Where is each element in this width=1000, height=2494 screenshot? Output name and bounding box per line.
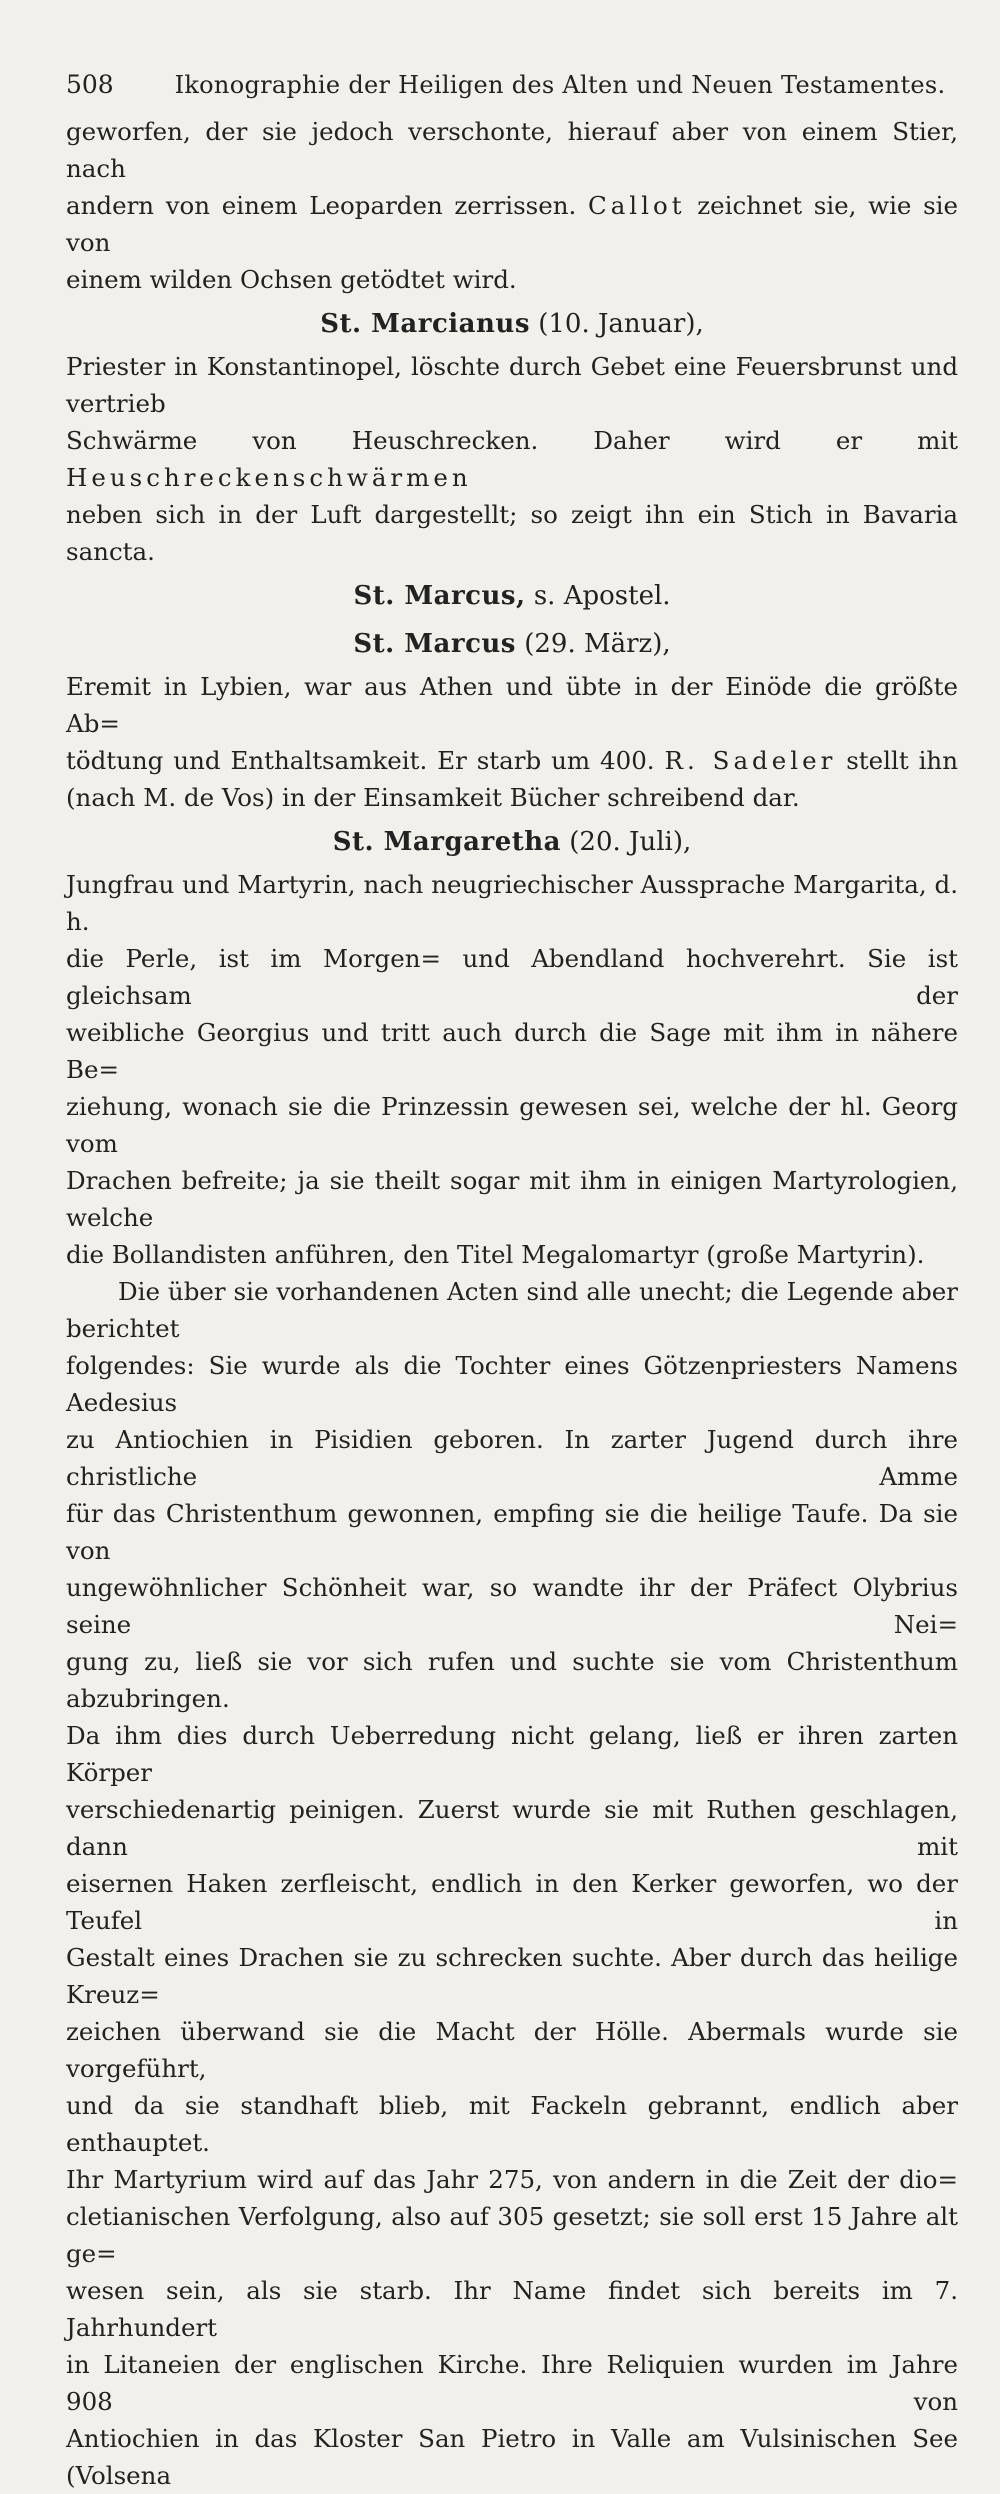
- running-title: Ikonographie der Heiligen des Alten und Neuen Testamentes.: [174, 71, 946, 99]
- text-line: geworfen, der sie jedoch verschonte, hierauf aber von einem Stier, nach: [66, 117, 958, 183]
- feast-date: (29. März),: [515, 629, 671, 659]
- text-line: für das Christenthum gewonnen, empfing sie die heilige Taufe. Da sie von: [66, 1499, 958, 1565]
- feast-date: (20. Juli),: [561, 827, 692, 857]
- text-line: ziehung, wonach sie die Prinzessin gewesen sei, welche der hl. Georg vom: [66, 1092, 958, 1158]
- text-span: stellt ihn: [836, 746, 958, 775]
- cross-reference: s. Apostel.: [525, 581, 671, 611]
- page-header: [66, 70, 958, 99]
- page-number: 508: [66, 70, 114, 99]
- text-line: Eremit in Lybien, war aus Athen und übte in der Einöde die größte Ab=: [66, 672, 958, 738]
- text-line: Ihr Martyrium wird auf das Jahr 275, von andern in die Zeit der dio=: [66, 2165, 958, 2194]
- entry-body-margaretha-p1: [66, 866, 958, 1273]
- text-line: verschiedenartig peinigen. Zuerst wurde sie mit Ruthen geschlagen, dann mit: [66, 1795, 958, 1861]
- text-line: gung zu, ließ sie vor sich rufen und suchte sie vom Christenthum abzubringen.: [66, 1647, 958, 1713]
- text-line: Priester in Konstantinopel, löschte durch Gebet eine Feuersbrunst und vertrieb: [66, 352, 958, 418]
- saint-name: St. Marcus: [353, 629, 516, 659]
- text-line: (nach M. de Vos) in der Einsamkeit Bücher schreibend dar.: [66, 783, 800, 812]
- saint-name: St. Marcianus: [320, 309, 530, 339]
- text-line: eisernen Haken zerfleischt, endlich in den Kerker geworfen, wo der Teufel in: [66, 1869, 958, 1935]
- text-span: Schwärme von Heuschrecken. Daher wird er mit: [66, 426, 958, 455]
- text-line: in Litaneien der englischen Kirche. Ihre Reliquien wurden im Jahre 908 von: [66, 2350, 958, 2416]
- spaced-name: R. Sadeler: [664, 746, 837, 775]
- text-line: [66, 742, 958, 779]
- entry-body-marcianus: [66, 348, 958, 570]
- entry-heading-marcus-apostle: [66, 574, 958, 618]
- text-line: Antiochien in das Kloster San Pietro in Valle am Vulsinischen See (Volsena: [66, 2424, 958, 2490]
- text-span: zeichnet sie, wie sie von: [66, 191, 958, 257]
- entry-heading-marcus-eremit: [66, 622, 958, 666]
- text-line: weibliche Georgius und tritt auch durch die Sage mit ihm in nähere Be=: [66, 1018, 958, 1084]
- entry-body-marcus-eremit: [66, 668, 958, 816]
- text-line: und da sie standhaft blieb, mit Fackeln gebrannt, endlich aber enthauptet.: [66, 2091, 958, 2157]
- text-line: ungewöhnlicher Schönheit war, so wandte ihr der Präfect Olybrius seine Nei=: [66, 1573, 958, 1639]
- text-line: einem wilden Ochsen getödtet wird.: [66, 265, 517, 294]
- feast-date: (10. Januar),: [529, 309, 704, 339]
- text-line: die Perle, ist im Morgen= und Abendland hochverehrt. Sie ist gleichsam der: [66, 944, 958, 1010]
- text-line: Drachen befreite; ja sie theilt sogar mit ihm in einigen Martyrologien, welche: [66, 1166, 958, 1232]
- text-line: [66, 422, 958, 496]
- text-line: neben sich in der Luft dargestellt; so zeigt ihn ein Stich in Bavaria sancta.: [66, 500, 958, 566]
- spaced-term: Heuschreckenschwärmen: [66, 463, 472, 492]
- text-line: wesen sein, als sie starb. Ihr Name findet sich bereits im 7. Jahrhundert: [66, 2276, 958, 2342]
- intro-paragraph: [66, 113, 958, 298]
- text-line: zu Antiochien in Pisidien geboren. In zarter Jugend durch ihre christliche Amme: [66, 1425, 958, 1491]
- text-line: [66, 187, 958, 261]
- entry-heading-marcianus: [66, 302, 958, 346]
- entry-heading-margaretha: [66, 820, 958, 864]
- text-line: Die über sie vorhandenen Acten sind alle unecht; die Legende aber berichtet: [66, 1277, 958, 1343]
- text-line: Jungfrau und Martyrin, nach neugriechischer Aussprache Margarita, d. h.: [66, 870, 958, 936]
- text-line: cletianischen Verfolgung, also auf 305 gesetzt; sie soll erst 15 Jahre alt ge=: [66, 2202, 958, 2268]
- text-line: Gestalt eines Drachen sie zu schrecken suchte. Aber durch das heilige Kreuz=: [66, 1943, 958, 2009]
- text-line: zeichen überwand sie die Macht der Hölle. Abermals wurde sie vorgeführt,: [66, 2017, 958, 2083]
- saint-name: St. Marcus,: [353, 581, 526, 611]
- text-line: folgendes: Sie wurde als die Tochter eines Götzenpriesters Namens Aedesius: [66, 1351, 958, 1417]
- book-page: [66, 70, 958, 2494]
- text-line: Da ihm dies durch Ueberredung nicht gelang, ließ er ihren zarten Körper: [66, 1721, 958, 1787]
- text-span: andern von einem Leoparden zerrissen.: [66, 191, 588, 220]
- spaced-name: Callot: [587, 191, 686, 220]
- text-span: tödtung und Enthaltsamkeit. Er starb um 400.: [66, 746, 665, 775]
- entry-body-margaretha-p2: [66, 1273, 958, 2494]
- text-line: die Bollandisten anführen, den Titel Megalomartyr (große Martyrin).: [66, 1240, 925, 1269]
- saint-name: St. Margaretha: [332, 827, 561, 857]
